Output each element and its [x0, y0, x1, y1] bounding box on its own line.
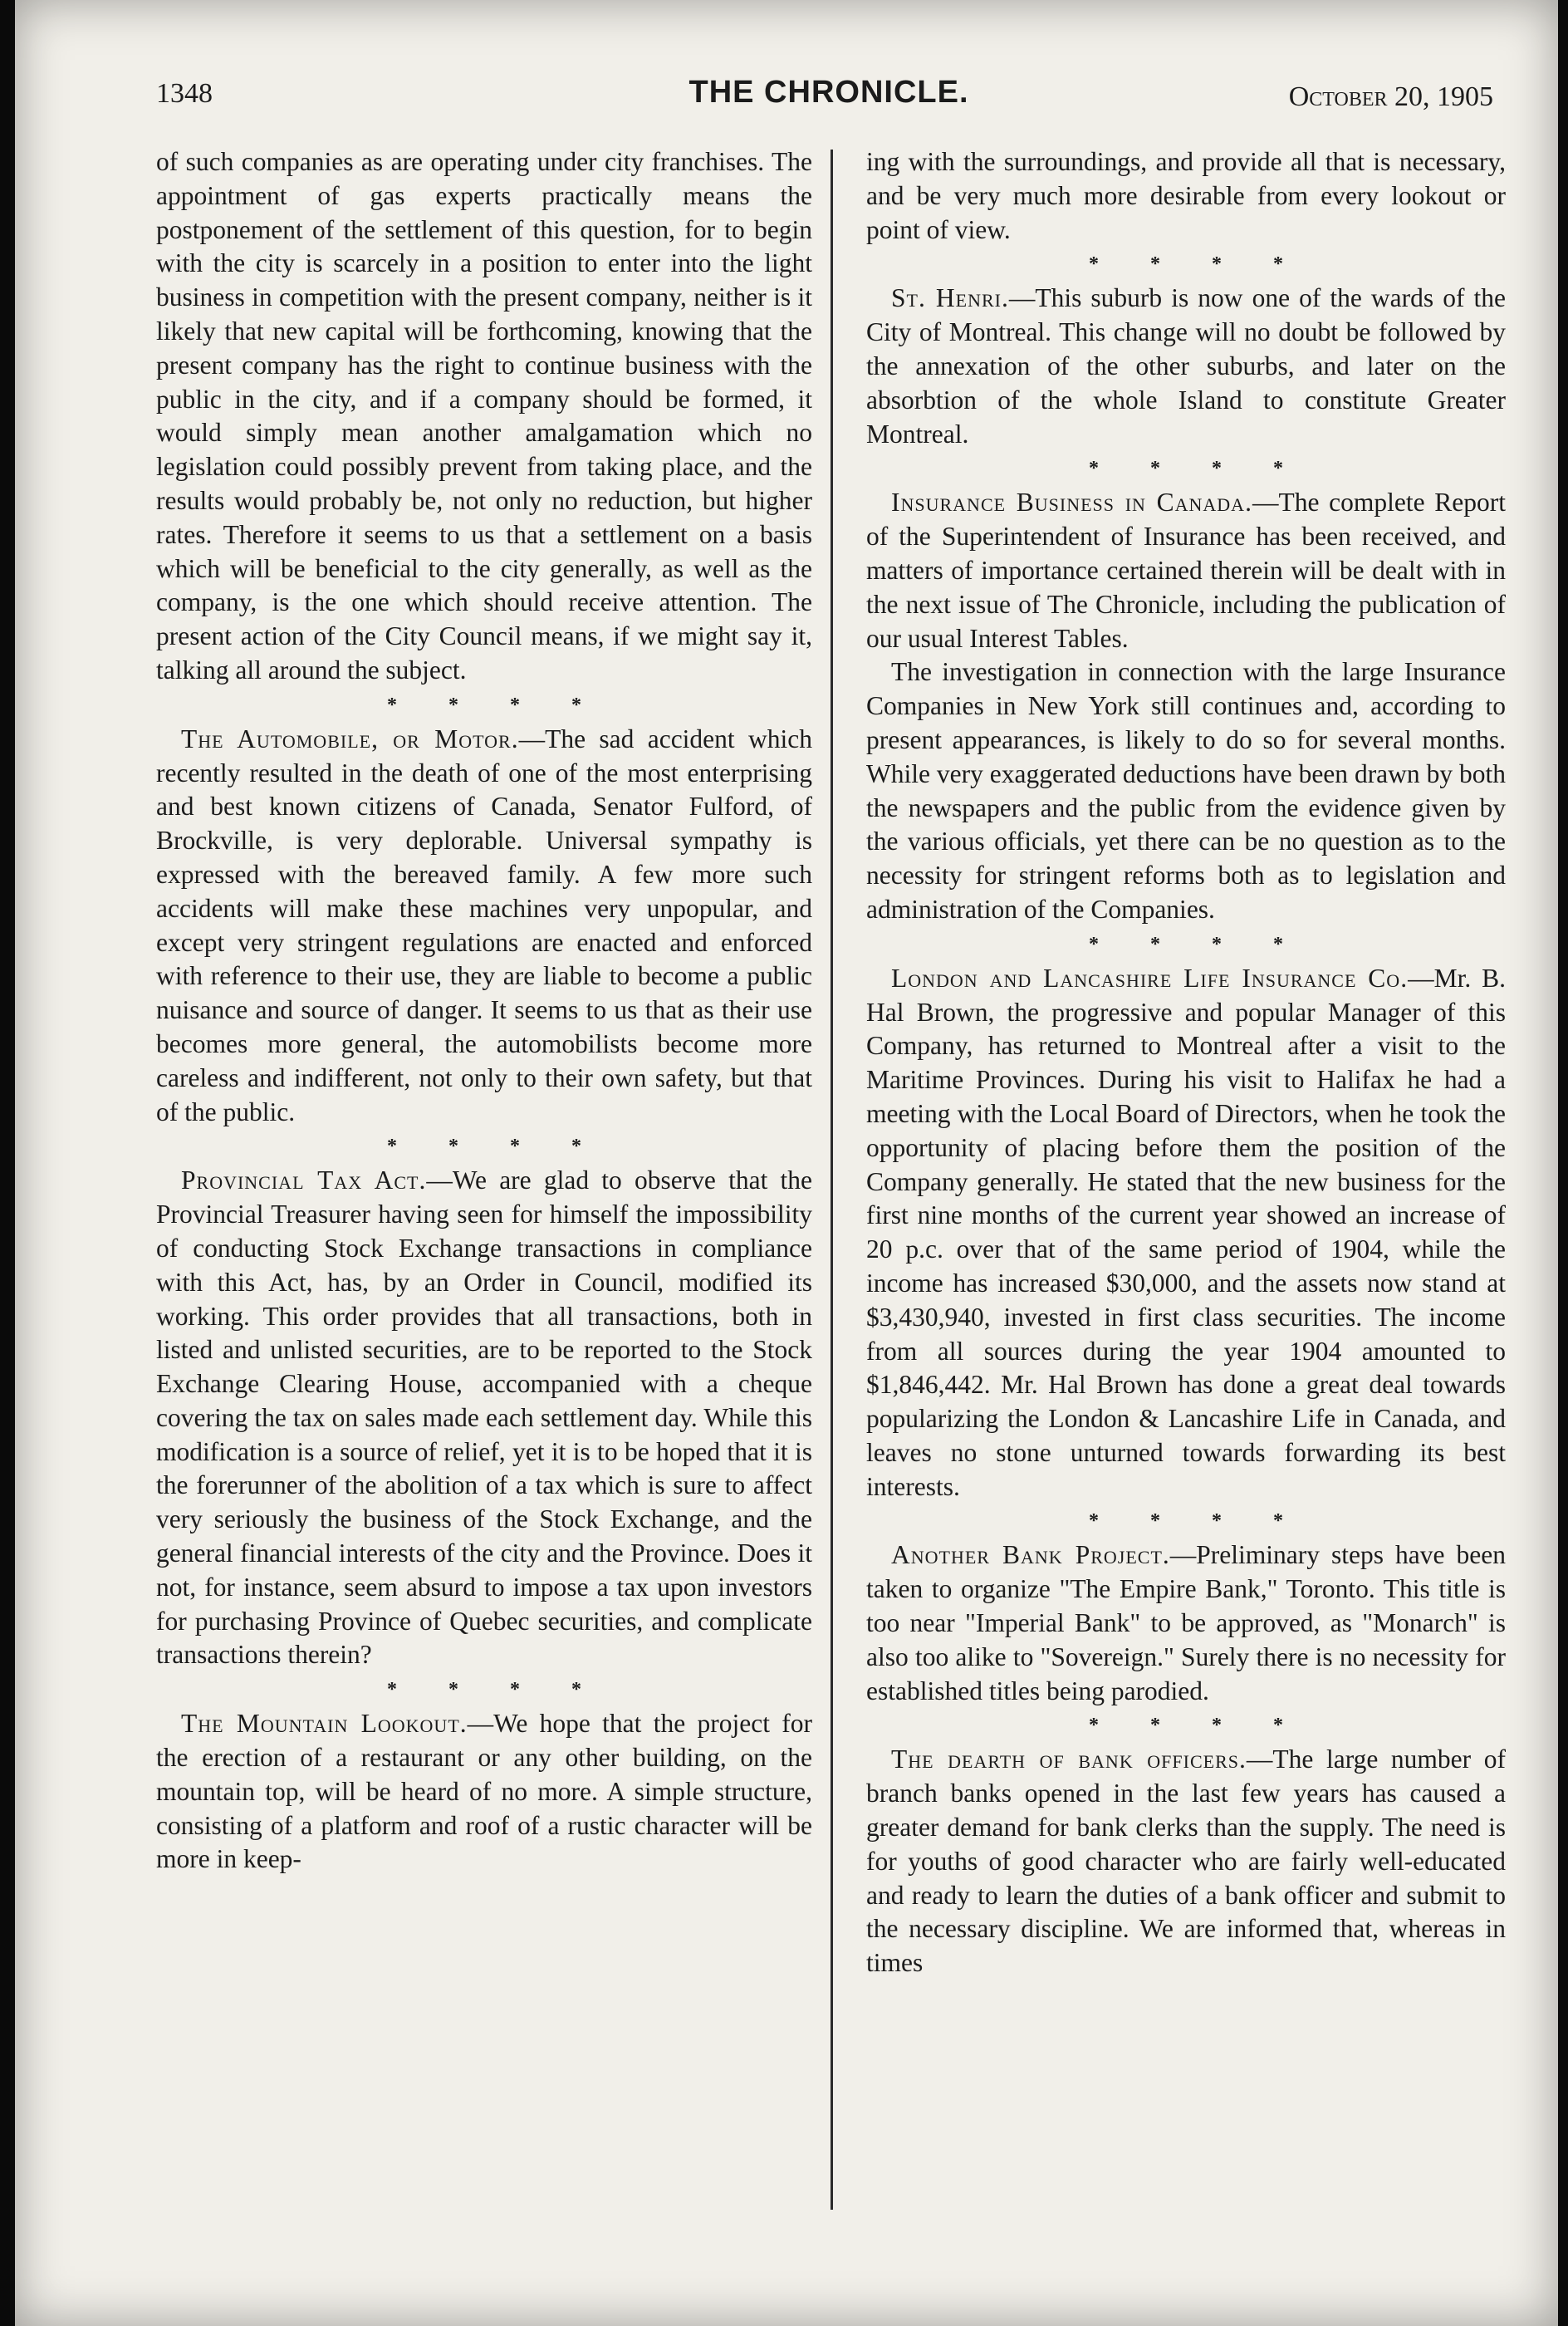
- section-separator: * * * *: [1089, 253, 1306, 276]
- article-heading: Another Bank Project.: [891, 1540, 1170, 1570]
- section-separator: * * * *: [1089, 933, 1306, 955]
- issue-date: October 20, 1905: [1288, 81, 1493, 112]
- article-st-henri: [866, 282, 1506, 451]
- article-text: —The complete Report of the Superintendent of Insurance has been received, and matters of importance certained therein will be dealt with in the next issue of The Chronicle, including the publication of our usual Interest Tables.: [866, 488, 1507, 653]
- article-text: —Mr. B. Hal Brown, the progressive and popular Manager of this Company, has returned to Montreal after a visit to the Maritime Provinces. During his visit to Halifax he had a meeting with the Local Board of Directors, when he took the opportunity of placing before them the position of the Company generally. He stated that the new business for the first nine months of the current year showed an increase of 20 p.c. over that of the same period of 1904, while the income has increased $30,000, and the assets now stand at $3,430,940, invested in first class securities. The income from all sources during the year 1904 amounted to $1,846,442. Mr. Hal Brown has done a great deal towards popularizing the London & Lancashire Life in Canada, and leaves no stone unturned towards forwarding its best interests.: [866, 963, 1506, 1501]
- newspaper-page: [15, 0, 1558, 2326]
- article-provincial-tax: [156, 1164, 812, 1672]
- section-separator: * * * *: [1089, 1510, 1306, 1533]
- article-insurance-business: [866, 486, 1506, 655]
- article-automobile: [156, 723, 812, 1130]
- article-heading: The Mountain Lookout.: [181, 1709, 468, 1739]
- section-separator: * * * *: [387, 1136, 605, 1158]
- article-heading: Insurance Business in Canada.: [891, 488, 1252, 518]
- article-text: —This suburb is now one of the wards of the City of Montreal. This change will no doubt be followed by the annexation of the other suburbs, and later on the absorbtion of the whole Island to constitute Greater Montreal.: [866, 283, 1506, 449]
- column-rule: [831, 150, 833, 2210]
- article-heading: London and Lancashire Life Insurance Co.: [891, 963, 1409, 993]
- article-bank-officers: [866, 1743, 1506, 1980]
- page-header: [156, 75, 1502, 125]
- article-text: —The large number of branch banks opened in the last few years has caused a greater demand for bank clerks than the supply. The need is for youths of good character who are fairly well-educated and ready to learn the duties of a bank officer and submit to the necessary discipline. We are informed that, whereas in times: [866, 1744, 1506, 1978]
- publication-title: THE CHRONICLE.: [688, 75, 969, 110]
- article-text: —Preliminary steps have been taken to organize "The Empire Bank," Toronto. This title is too near "Imperial Bank" to be approved, as "Monarch" is also too alike to "Sovereign." Surely there is no necessity for established titles being parodied.: [866, 1540, 1506, 1705]
- right-column: [866, 145, 1506, 1980]
- article-text: —We are glad to observe that the Provincial Treasurer having seen for himself the impossibility of conducting Stock Exchange transactions in compliance with this Act, has, by an Order in Council, modified its working. This order provides that all transactions, both in listed and unlisted securities, are to be reported to the Stock Exchange Clearing House, accompanied with a cheque covering the tax on sales made each settlement day. While this modification is a source of relief, yet it is to be hoped that it is the forerunner of the abolition of a tax which is sure to affect very seriously the business of the Stock Exchange, and the general financial interests of the city and the Province. Does it not, for instance, seem absurd to impose a tax upon investors for purchasing Province of Quebec securities, and complicate transactions therein?: [156, 1165, 812, 1670]
- article-heading: Provincial Tax Act.: [181, 1165, 427, 1195]
- article-paragraph: of such companies as are operating under city franchises. The appointment of gas experts practically means the postponement of the settlement of this question, for to begin with the city is scarcely in a position to enter into the light business in competition with the present company, neither is it likely that new capital will be forthcoming, knowing that the present company has the right to continue business with the public in the city, and if a company should be formed, it would simply mean another amalgamation which no legislation could possibly prevent from taking place, and the results would probably be, not only no reduction, but higher rates. Therefore it seems to us that a settlement on a basis which will be beneficial to the city generally, as well as the company, is the one which should receive attention. The present action of the City Council means, if we might say it, talking all around the subject.: [156, 147, 812, 685]
- section-separator: * * * *: [387, 1679, 605, 1701]
- article-heading: The dearth of bank officers.: [891, 1744, 1247, 1774]
- article-text: —The sad accident which recently resulted in the death of one of the most enterprising and best known citizens of Canada, Senator Fulford, of Brockville, is very deplorable. Universal sympathy is expressed with the bereaved family. A few more such accidents will make these machines very unpopular, and except very stringent regulations are enacted and enforced with reference to their use, they are liable to become a public nuisance and source of danger. It seems to us that as their use becomes more general, the automobilists become more careless and indifferent, not only to their own safety, but that of the public.: [156, 724, 812, 1126]
- article-heading: The Automobile, or Motor.: [181, 724, 519, 753]
- page-number: 1348: [156, 78, 213, 109]
- article-text: —We hope that the project for the erection of a restaurant or any other building, on the mountain top, will be heard of no more. A simple structure, consisting of a platform and roof of a rustic character will be more in keep-: [156, 1709, 813, 1874]
- section-separator: * * * *: [1089, 1715, 1306, 1737]
- left-column: [156, 145, 812, 1877]
- article-mountain-lookout: [156, 1707, 812, 1877]
- article-london-lancashire: [866, 962, 1506, 1504]
- section-separator: * * * *: [387, 694, 605, 716]
- article-bank-project: [866, 1538, 1506, 1708]
- article-paragraph: ing with the surroundings, and provide all that is necessary, and be very much more desirable from every lookout or point of view.: [866, 147, 1506, 244]
- article-heading: St. Henri.: [891, 283, 1009, 313]
- article-paragraph: The investigation in connection with the large Insurance Companies in New York still continues and, according to present appearances, is likely to do so for several months. While very exaggerated deductions have been drawn by both the newspapers and the public from the evidence given by the various officials, yet there can be no question as to the necessity for stringent reforms both as to legislation and administration of the Companies.: [866, 657, 1506, 924]
- section-separator: * * * *: [1089, 458, 1306, 480]
